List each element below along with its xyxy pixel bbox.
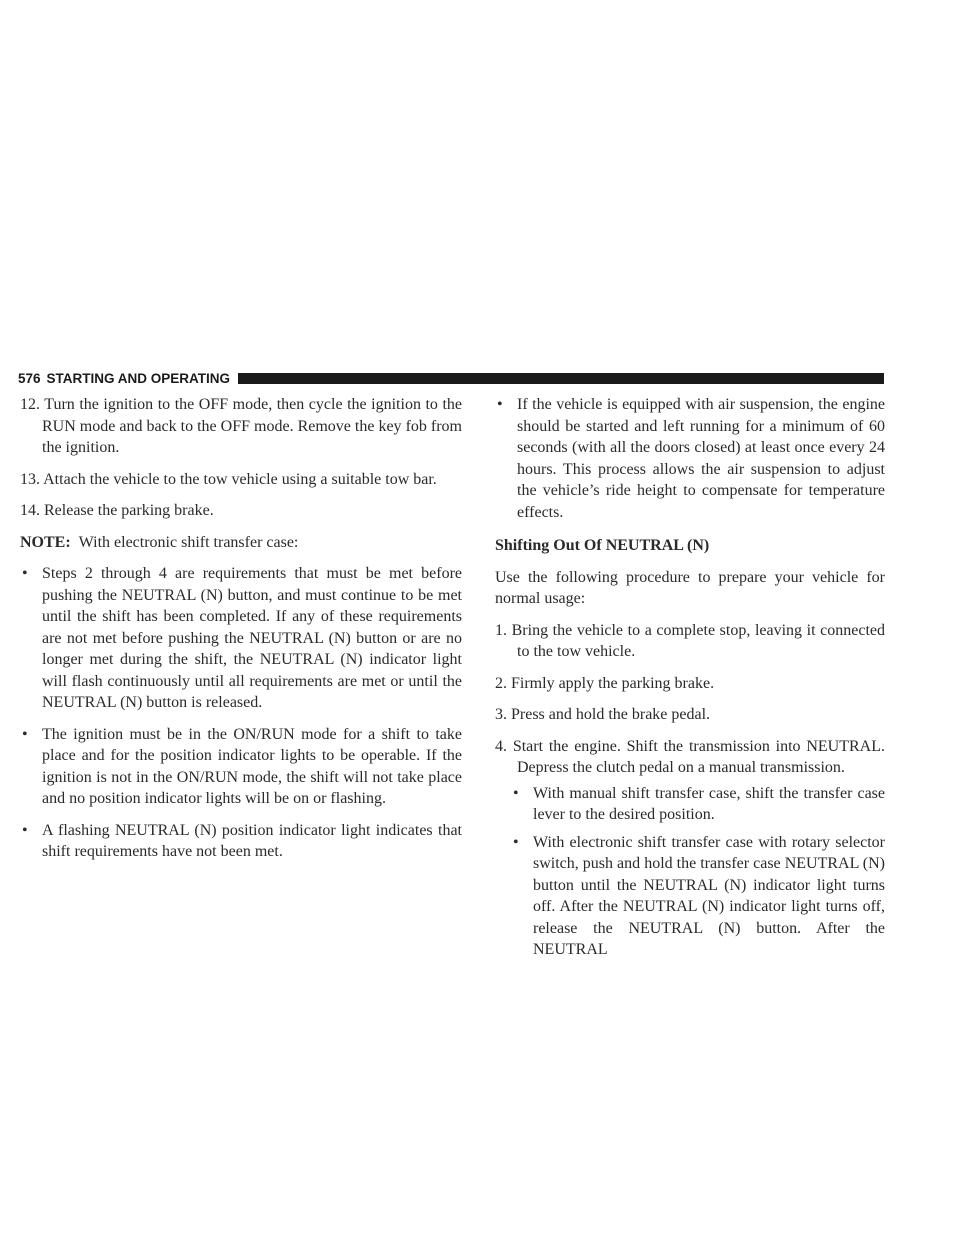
bullet-icon: • — [513, 833, 519, 851]
step-number: 13. — [20, 470, 40, 488]
bullet-icon: • — [513, 784, 519, 802]
list-item — [495, 832, 885, 961]
bullet-icon: • — [22, 565, 28, 582]
step-13 — [20, 469, 462, 491]
note — [20, 532, 462, 554]
page-header — [18, 369, 884, 387]
list-item — [20, 820, 462, 863]
step-text: Release the parking brake. — [44, 502, 214, 519]
bullet-text: A flashing NEUTRAL (N) position indicator light indicates that shift requirements have not been met. — [42, 821, 462, 860]
step-text: Attach the vehicle to the tow vehicle using a suitable tow bar. — [43, 470, 437, 488]
step-12 — [20, 394, 462, 459]
list-item — [20, 563, 462, 714]
step-number: 4. — [495, 737, 507, 755]
step-1 — [495, 620, 885, 663]
left-column — [20, 394, 462, 873]
step-text: Start the engine. Shift the transmission into NEUTRAL. Depress the clutch pedal on a manual transmission. — [512, 737, 886, 776]
header-rule — [238, 373, 884, 384]
step-text: Bring the vehicle to a complete stop, leaving it connected to the tow vehicle. — [511, 621, 886, 660]
step-text: Turn the ignition to the OFF mode, then cycle the ignition to the RUN mode and back to the OFF mode. Remove the key fob from the ignition. — [42, 396, 462, 456]
list-item — [495, 394, 885, 523]
step-4 — [495, 736, 885, 779]
step-number: 14. — [20, 502, 40, 519]
step-14 — [20, 500, 462, 522]
step-text: Firmly apply the parking brake. — [511, 674, 715, 692]
bullet-icon: • — [22, 821, 28, 839]
step-2 — [495, 673, 885, 695]
step-text: Press and hold the brake pedal. — [511, 706, 711, 723]
step-number: 3. — [495, 706, 507, 723]
bullet-icon: • — [22, 725, 28, 743]
note-text: With electronic shift transfer case: — [78, 533, 299, 551]
sub-bullet-text: With manual shift transfer case, shift the transfer case lever to the desired position. — [533, 784, 885, 823]
list-item — [495, 783, 885, 826]
bullet-icon: • — [497, 396, 503, 413]
step-number: 1. — [495, 621, 507, 639]
bullet-text: If the vehicle is equipped with air suspension, the engine should be started and left running for a minimum of 60 seconds (with all the doors closed) at least once every 24 hours. This process allows the air suspension to adjust the vehicle’s ride height to compensate for temperature effects. — [517, 396, 885, 521]
list-item — [20, 724, 462, 810]
bullet-text: The ignition must be in the ON/RUN mode for a shift to take place and for the position indicator lights to be operable. If the ignition is not in the ON/RUN mode, the shift will not take place and no position indicator lights will be on or flashing. — [42, 725, 462, 807]
section-title: STARTING AND OPERATING — [46, 370, 231, 386]
section-heading: Shifting Out Of NEUTRAL (N) — [495, 537, 710, 554]
right-column — [495, 394, 885, 967]
note-label: NOTE: — [20, 533, 71, 551]
step-number: 2. — [495, 674, 507, 692]
step-3 — [495, 704, 885, 726]
step-number: 12. — [20, 396, 40, 413]
sub-bullet-text: With electronic shift transfer case with rotary selector switch, push and hold the transfer case NEUTRAL (N) button until the NEUTRAL (N) indicator light turns off. After the NEUTRAL (N) indicator light turns off, release the NEUTRAL (N) button. After the NEUTRAL — [533, 833, 885, 958]
intro-paragraph: Use the following procedure to prepare your vehicle for normal usage: — [495, 568, 885, 607]
bullet-text: Steps 2 through 4 are requirements that must be met before pushing the NEUTRAL (N) button, and must continue to be met until the shift has been completed. If any of these requirements are not met before pushing the NEUTRAL (N) button or are no longer met during the shift, the NEUTRAL (N) indicator light will flash continuously until all requirements are met or until the NEUTRAL (N) button is released. — [42, 565, 462, 711]
page-number: 576 — [18, 370, 41, 386]
